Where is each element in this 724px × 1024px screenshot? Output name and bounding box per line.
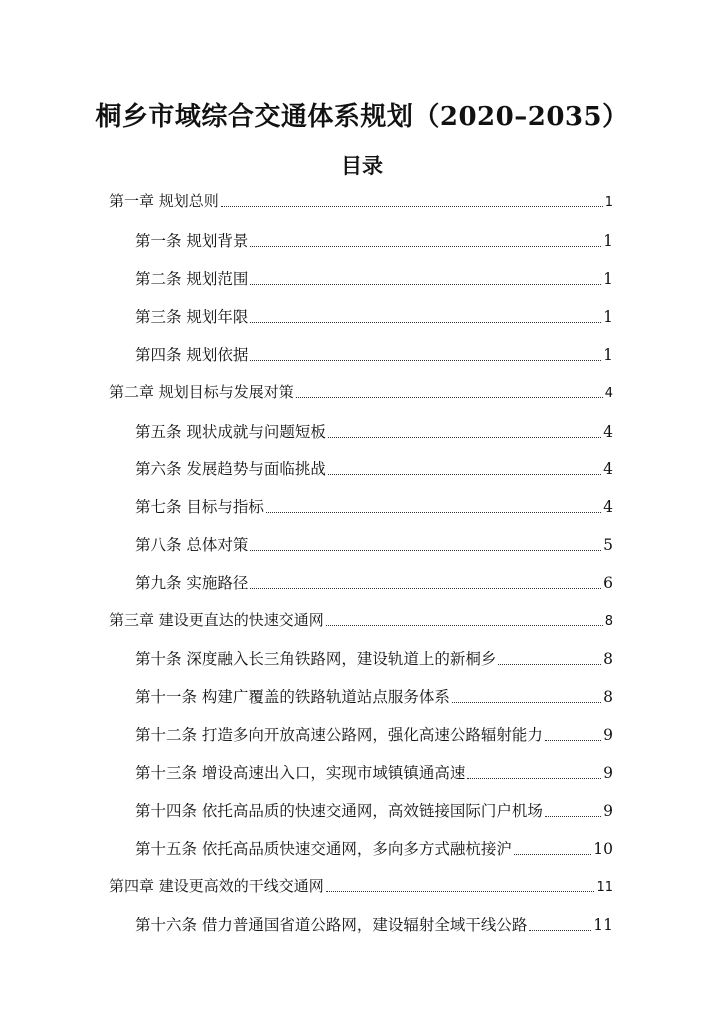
dot-leader — [545, 739, 601, 741]
dot-leader — [328, 436, 601, 438]
toc-article-entry[interactable] — [135, 761, 613, 783]
toc-page-number: 4 — [604, 386, 613, 401]
toc-heading: 目录 — [341, 154, 383, 178]
dot-leader — [250, 587, 601, 589]
toc-entry-label: 第五条 现状成就与问题短板 — [135, 423, 326, 441]
toc-page-number: 11 — [593, 916, 613, 934]
toc-entry-label: 第四条 规划依据 — [135, 346, 249, 364]
toc-page-number: 11 — [596, 880, 613, 895]
toc-page-number: 9 — [603, 802, 613, 820]
dot-leader — [250, 359, 601, 361]
toc-article-entry[interactable] — [135, 837, 613, 859]
toc-article-entry[interactable] — [135, 723, 613, 745]
toc-article-entry[interactable] — [135, 799, 613, 821]
toc-entry-label: 第二条 规划范围 — [135, 270, 249, 288]
dot-leader — [498, 663, 601, 665]
toc-page-number: 9 — [603, 764, 613, 782]
toc-article-entry[interactable] — [135, 267, 613, 289]
toc-page-number: 4 — [603, 423, 613, 441]
toc-entry-label: 第十三条 增设高速出入口，实现市域镇镇通高速 — [135, 764, 466, 782]
toc-article-entry[interactable] — [135, 685, 613, 707]
dot-leader — [529, 929, 591, 931]
toc-page-number: 8 — [604, 614, 613, 629]
toc-article-entry[interactable] — [135, 305, 613, 327]
toc-article-entry[interactable] — [135, 420, 613, 442]
toc-entry-label: 第九条 实施路径 — [135, 574, 249, 592]
dot-leader — [221, 205, 603, 207]
toc-page-number: 4 — [603, 460, 613, 478]
toc-article-entry[interactable] — [135, 457, 613, 479]
toc-page-number: 8 — [603, 688, 613, 706]
dot-leader — [266, 511, 601, 513]
document-title: 桐乡市域综合交通体系规划（2020–2035） — [95, 102, 629, 132]
toc-entry-label: 第三章 建设更直达的快速交通网 — [109, 611, 324, 629]
toc-article-entry[interactable] — [135, 647, 613, 669]
toc-chapter-entry[interactable] — [109, 381, 613, 402]
dot-leader — [328, 473, 601, 475]
toc-entry-label: 第十二条 打造多向开放高速公路网，强化高速公路辐射能力 — [135, 726, 543, 744]
toc-article-entry[interactable] — [135, 533, 613, 555]
toc-entry-label: 第十条 深度融入长三角铁路网，建设轨道上的新桐乡 — [135, 650, 497, 668]
dot-leader — [326, 624, 603, 626]
toc-entry-label: 第一条 规划背景 — [135, 232, 249, 250]
toc-page-number: 8 — [603, 650, 613, 668]
toc-entry-label: 第六条 发展趋势与面临挑战 — [135, 460, 326, 478]
toc-article-entry[interactable] — [135, 343, 613, 365]
toc-entry-label: 第一章 规划总则 — [109, 192, 219, 210]
toc-page-number: 5 — [603, 536, 613, 554]
toc-entry-label: 第四章 建设更高效的干线交通网 — [109, 877, 324, 895]
toc-article-entry[interactable] — [135, 495, 613, 517]
toc-entry-label: 第十六条 借力普通国省道公路网，建设辐射全域干线公路 — [135, 916, 528, 934]
toc-page-number: 10 — [593, 840, 613, 858]
toc-page-number: 4 — [603, 498, 613, 516]
dot-leader — [250, 283, 601, 285]
toc-chapter-entry[interactable] — [109, 609, 613, 630]
toc-chapter-entry[interactable] — [109, 190, 613, 211]
dot-leader — [250, 549, 601, 551]
toc-article-entry[interactable] — [135, 913, 613, 935]
toc-page-number: 1 — [603, 346, 613, 364]
toc-entry-label: 第十五条 依托高品质快速交通网，多向多方式融杭接沪 — [135, 840, 512, 858]
toc-article-entry[interactable] — [135, 229, 613, 251]
dot-leader — [250, 245, 601, 247]
dot-leader — [452, 701, 601, 703]
toc-page-number: 9 — [603, 726, 613, 744]
toc-chapter-entry[interactable] — [109, 875, 613, 896]
toc-entry-label: 第七条 目标与指标 — [135, 498, 264, 516]
toc-page-number: 6 — [603, 574, 613, 592]
toc-article-entry[interactable] — [135, 571, 613, 593]
dot-leader — [296, 396, 603, 398]
toc-page-number: 1 — [604, 195, 613, 210]
toc-entry-label: 第十四条 依托高品质的快速交通网，高效链接国际门户机场 — [135, 802, 543, 820]
dot-leader — [467, 777, 601, 779]
dot-leader — [545, 815, 601, 817]
dot-leader — [250, 321, 601, 323]
toc-page-number: 1 — [603, 308, 613, 326]
dot-leader — [326, 890, 595, 892]
toc-entry-label: 第八条 总体对策 — [135, 536, 249, 554]
toc-entry-label: 第十一条 构建广覆盖的铁路轨道站点服务体系 — [135, 688, 450, 706]
dot-leader — [514, 853, 591, 855]
toc-entry-label: 第二章 规划目标与发展对策 — [109, 383, 294, 401]
toc-entry-label: 第三条 规划年限 — [135, 308, 249, 326]
toc-page-number: 1 — [603, 270, 613, 288]
toc-page-number: 1 — [603, 232, 613, 250]
